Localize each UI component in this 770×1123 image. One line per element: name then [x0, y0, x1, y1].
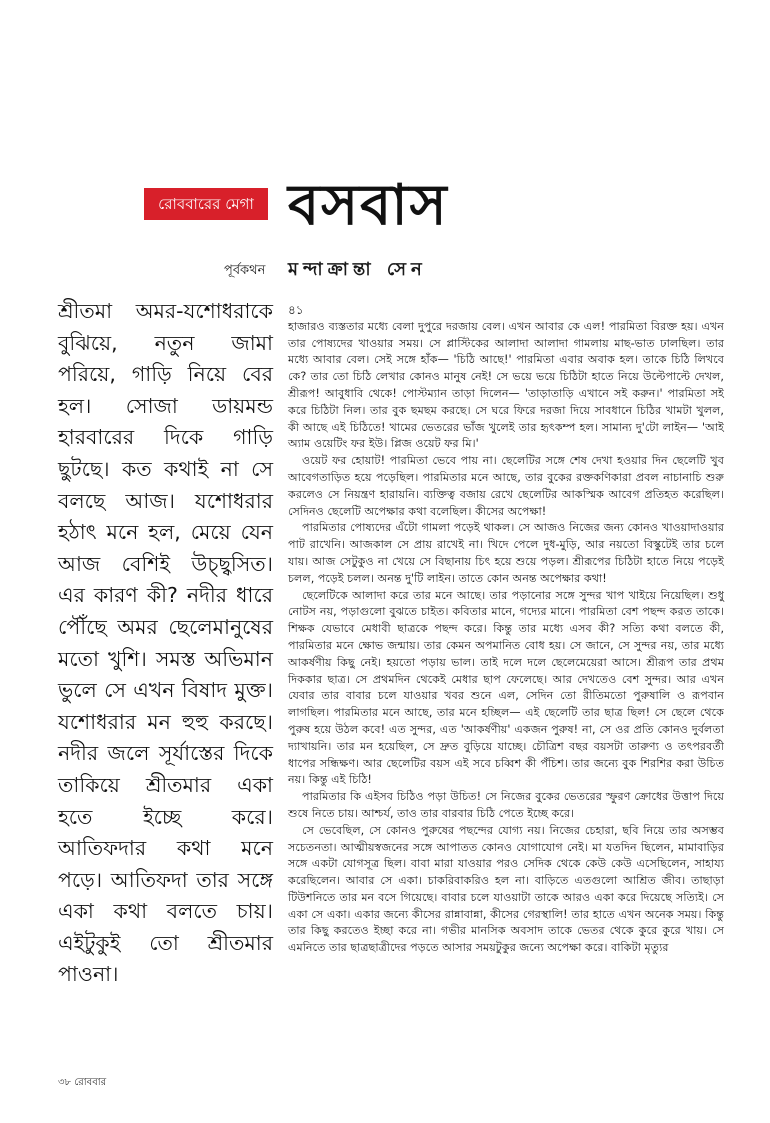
story-title: বসবাস [288, 173, 449, 238]
author-name: মন্দাক্রান্তা সেন [288, 259, 427, 280]
series-badge: রোববারের মেগা [144, 188, 268, 220]
article-paragraph: সে ভেবেছিল, সে কোনও পুরুষের পছন্দের যোগ্য নয়। নিজের চেহারা, ছবি নিয়ে তার অসম্ভব সচেতনতা। আত্মীয়স্বজনের সঙ্গে আপাতত কোনও যোগাযোগ নেই। মা যতদিন ছিলেন, মামাবাড়ির সঙ্গে একটা যোগসূত্র ছিল। বাবা মারা যাওয়ার পরও সেদিক থেকে কেউ কেউ এসেছিলেন, সাহায্য করেছিলেন। আবার সে একা। চাকরিবাকরিও হল না। বাড়িতে এতগুলো আশ্রিত জীব। তাছাড়া টিউশনিতে তার মন বসে গিয়েছে। বাবার চলে যাওয়াটা তাকে আরও একা করে দিয়েছে সত্যিই। সে একা সে একা। একার জন্যে কীসের রান্নাবান্না, কীসের গেরস্থালি! তার হাতে এখন অনেক সময়। কিন্তু তার কিছু করতেও ইচ্ছা করে না। গভীর মানসিক অবসাদ তাকে ভেতর থেকে কুরে কুরে খায়। সে এমনিতে তার ছাত্রছাত্রীদের পড়তে আসার সময়টুকুর জন্যে অপেক্ষা করে। বাকিটা মৃত্যুর [288, 823, 724, 955]
page-number: ৩৮ [58, 1077, 71, 1088]
article-paragraph: পারমিতার পোষ্যদের এঁটো গামলা পড়েই থাকল। সে আজও নিজের জন্য কোনও খাওয়াদাওয়ার পাট রাখেনি। আজকাল সে প্রায় রাখেই না। খিদে পেলে দুধ-মুড়ি, আর নয়তো বিস্কুটেই তার চলে যায়। আজ সেটুকুও না খেয়ে সে বিছানায় চিৎ হয়ে শুয়ে পড়ল। শ্রীরূপের চিঠিটা হাতে নিয়ে পড়েই চলল, পড়েই চলল। অনন্ত দু'টি লাইন। তাতে কোন অনন্ত অপেক্ষার কথা! [288, 521, 724, 585]
article-paragraph: ওয়েট ফর হোয়াট! পারমিতা ভেবে পায় না। ছেলেটির সঙ্গে শেষ দেখা হওয়ার দিন ছেলেটি খুব আবেগতাড়িত হয়ে পড়েছিল। পারমিতার মনে আছে, তার বুকের রক্তকণিকারা প্রবল নাচানাচি শুরু করলেও সে নিয়ন্ত্রণ হারায়নি। ব্যক্তিত্ব বজায় রেখে ছেলেটির আকস্মিক আবেগ প্রতিহত করেছিল। সেদিনও ছেলেটি অপেক্ষার কথা বলেছিল। কীসের অপেক্ষা! [288, 454, 724, 518]
magazine-name: রোববার [74, 1077, 107, 1088]
article-paragraph: হাজারও ব্যস্ততার মধ্যে বেলা দুপুরে দরজায় বেল। এখন আবার কে এল! পারমিতা বিরক্ত হয়। এখন তার পোষ্যদের খাওয়ার সময়। সে প্লাস্টিকের আলাদা আলাদা গামলায় মাছ-ভাত ঢালছিল। তার মধ্যে আবার বেল। সেই সঙ্গে হাঁক— 'চিঠি আছে!' পারমিতা এবার অবাক হল। তাকে চিঠি লিখবে কে? তার তো চিঠি লেখার কোনও মানুষ নেই! সে ভয়ে ভয়ে চিঠিটা হাতে নিয়ে উল্টেপাল্টে দেখল, শ্রীরূপ! আবুধাবি থেকে! পোস্টম্যান তাড়া দিলেন— 'তাড়াতাড়ি এখানে সই করুন।' পারমিতা সই করে চিঠিটা নিল। তার বুক ছমছম করছে। সে ঘরে ফিরে দরজা দিয়ে সাবধানে চিঠির খামটা খুলল, কী আছে এই চিঠিতে! খামের ভেতরের ভাঁজ খুলেই তার হৃৎকম্প হল। সামান্য দু'টো লাইন— 'আই অ্যাম ওয়েটিং ফর ইউ। প্লিজ ওয়েট ফর মি।' [288, 319, 724, 451]
previous-summary-label: পূর্বকথন [224, 263, 266, 278]
article-paragraph: পারমিতার কি এইসব চিঠিও পড়া উচিত! সে নিজের বুকের ভেতরের স্ফুরণ ক্রোধের উত্তাপ দিয়ে শুষে নিতে চায়। আশ্চর্য, তাও তার বারবার চিঠি পেতে ইচ্ছে করে। [288, 790, 724, 820]
page-footer [58, 1076, 106, 1090]
chapter-number: ৪১ [288, 303, 304, 317]
pull-quote: শ্রীতমা অমর-যশোধরাকে বুঝিয়ে, নতুন জামা পরিয়ে, গাড়ি নিয়ে বের হল। সোজা ডায়মন্ড হারবারের দিকে গাড়ি ছুটছে। কত কথাই না সে বলছে আজ। যশোধরার হঠাৎ মনে হল, মেয়ে যেন আজ বেশিই উচ্ছ্বসিত। এর কারণ কী? নদীর ধারে পৌঁছে অমর ছেলেমানুষের মতো খুশি। সমস্ত অভিমান ভুলে সে এখন বিষাদ মুক্ত। যশোধরার মন হুহু করছে। নদীর জলে সূর্যাস্তের দিকে তাকিয়ে শ্রীতমার একা হতে ইচ্ছে করে। আতিফদার কথা মনে পড়ে। আতিফদা তার সঙ্গে একা কথা বলতে চায়। এইটুকুই তো শ্রীতমার পাওনা। [58, 299, 273, 987]
article-paragraph: ছেলেটিকে আলাদা করে তার মনে আছে। তার পড়ানোর সঙ্গে সুন্দর খাপ খাইয়ে নিয়েছিল। শুধু নোটস নয়, পড়াগুলো বুঝতে চাইত। কবিতার মানে, গদ্যের মানে। পারমিতা বেশ পছন্দ করত তাকে। শিক্ষক যেভাবে মেধাবী ছাত্রকে পছন্দ করে। কিন্তু তার মধ্যে এসব কী? সত্যি কথা বলতে কী, পারমিতার মনে ক্ষোভ জন্মায়। তার কেমন অপমানিত বোধ হয়। সে জানে, সে সুন্দর নয়, তার মধ্যে আকর্ষণীয় কিছু নেই। হয়তো পড়ায় ভাল। তাই দলে দলে ছেলেমেয়েরা আসে। শ্রীরূপ তার প্রথম দিককার ছাত্র। সে প্রথমদিন থেকেই মেধার ছাপ ফেলেছে। আর দেখতেও বেশ সুন্দর। আর এখন যেবার তার বাবার চলে যাওয়ার খবর শুনে এল, সেদিন তো রীতিমতো পুরুষালি ও রূপবান লাগছিল। পারমিতার মনে আছে, তার মনে হচ্ছিল— এই ছেলেটি তার ছাত্র ছিল! সে ছেলে থেকে পুরুষ হয়ে উঠল কবে! এত সুন্দর, এত 'আকর্ষণীয়' একজন পুরুষ! না, সে ওর প্রতি কোনও দুর্বলতা দ্যাখায়নি। তার মন হয়েছিল, সে দ্রুত বুড়িয়ে যাচ্ছে। চৌত্রিশ বছর বয়সটা তারুণ্য ও তৎপরবর্তী ধাপের সন্ধিক্ষণ। আর ছেলেটির বয়স এই সবে চব্বিশ কী পঁচিশ। তার জন্যে বুক শিরশির করা উচিত নয়। কিন্তু এই চিঠি! [288, 588, 724, 787]
article-body [288, 302, 724, 957]
